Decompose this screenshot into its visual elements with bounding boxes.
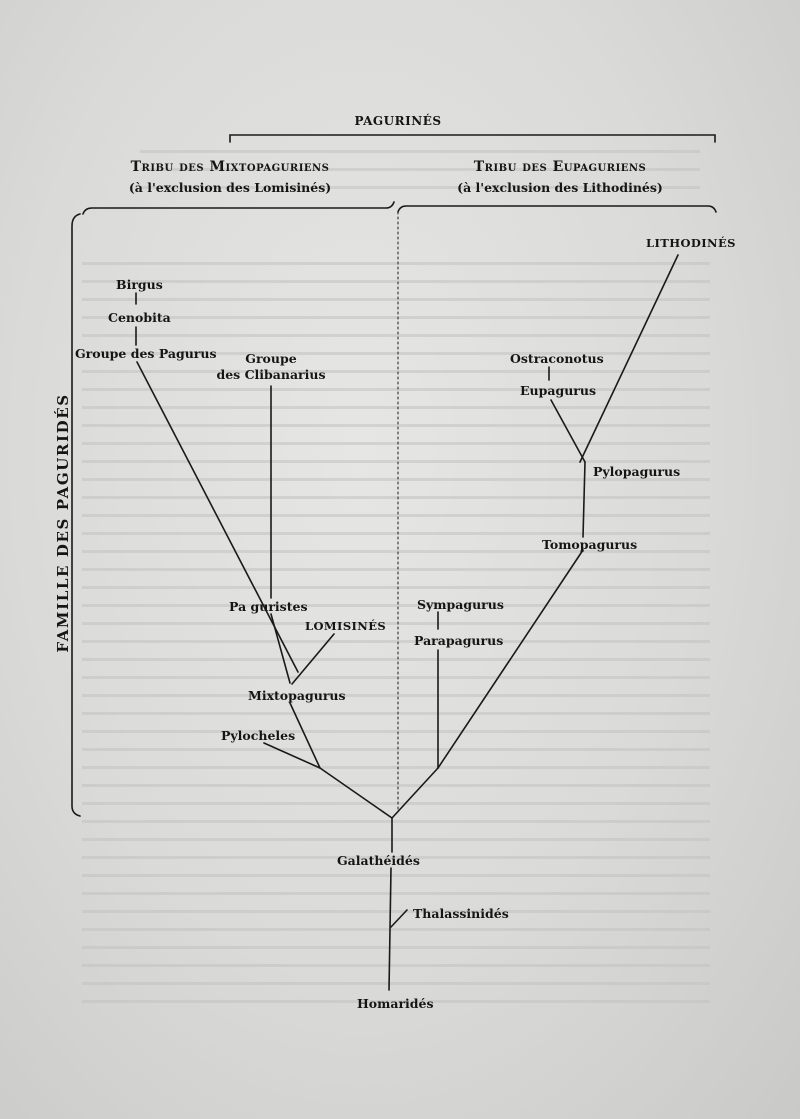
tribe-bracket-left [83,202,394,214]
node-homarides: Homaridés [357,996,434,1011]
node-ostraconotus: Ostraconotus [510,351,604,366]
edge-thalassinides [391,910,407,927]
node-pylopagurus: Pylopagurus [593,464,681,479]
edge-left-to-root [320,768,392,818]
node-groupe-label: Groupe [245,351,297,366]
node-paguristes: Pa guristes [229,599,308,614]
edge-lomisines [292,634,334,684]
node-galatheides: Galathéidés [337,853,420,868]
node-parapagurus: Parapagurus [414,633,504,648]
tribe-right-name: Tribu des Eupaguriens [473,159,647,175]
family-bracket [72,214,80,816]
edge-pylocheles [264,743,320,768]
edge-eupagurus [551,400,585,462]
tribe-left-name: Tribu des Mixtopaguriens [130,159,330,175]
node-lomisines: LOMISINÉS [305,619,387,633]
edge-paguristes [271,614,290,683]
node-pylocheles: Pylocheles [221,728,296,743]
family-side-label: FAMILLE DES PAGURIDÉS [54,393,72,653]
node-groupe-pagurus: Groupe des Pagurus [75,346,217,361]
edge-right-to-root [392,768,438,818]
tribe-right-note: (à l'exclusion des Lithodinés) [457,180,663,195]
node-clibanarius: des Clibanarius [216,367,326,382]
node-tomopagurus: Tomopagurus [542,537,638,552]
node-thalassinides: Thalassinidés [413,906,509,921]
node-sympagurus: Sympagurus [417,597,504,612]
node-eupagurus: Eupagurus [520,383,596,398]
node-lithodines: LITHODINÉS [646,236,736,250]
top-brace [230,135,715,142]
node-mixtopagurus: Mixtopagurus [248,688,346,703]
tribe-left-note: (à l'exclusion des Lomisinés) [128,180,332,195]
node-birgus: Birgus [116,277,163,292]
tribe-bracket-right [398,206,716,212]
edge-tomopagurus [438,550,583,768]
trunk-middle [389,868,391,990]
edge-pylopagurus [583,462,585,537]
node-cenobita: Cenobita [108,310,171,325]
page-title: PAGURINÉS [354,114,442,128]
